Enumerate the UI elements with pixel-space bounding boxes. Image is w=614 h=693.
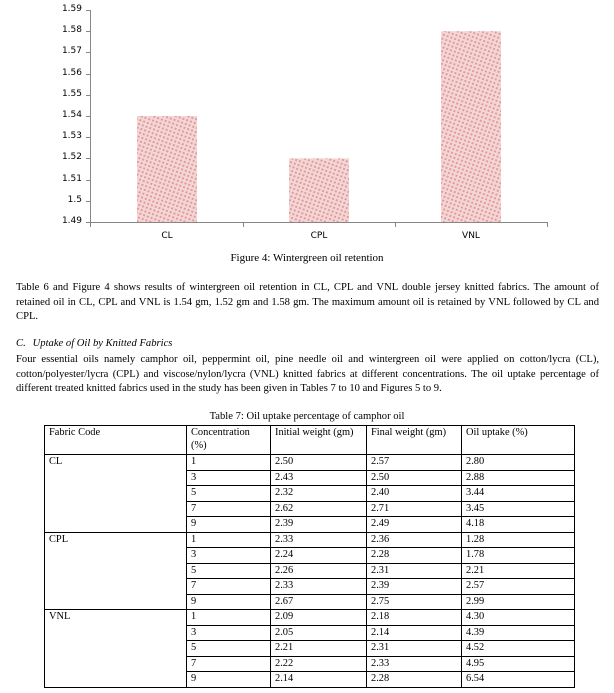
concentration-cell: 3 <box>187 470 271 486</box>
y-tick-label: 1.59 <box>61 4 82 14</box>
initial-weight-cell: 2.24 <box>271 548 367 564</box>
table-row <box>45 455 575 471</box>
final-weight-cell: 2.33 <box>367 656 462 672</box>
oil-uptake-cell: 6.54 <box>462 672 575 688</box>
y-tick-label: 1.57 <box>61 46 82 57</box>
concentration-cell: 1 <box>187 532 271 548</box>
oil-uptake-cell: 4.18 <box>462 517 575 533</box>
final-weight-cell: 2.28 <box>367 672 462 688</box>
table-row <box>45 610 575 626</box>
y-tick-label: 1.52 <box>61 152 82 163</box>
final-weight-cell: 2.31 <box>367 563 462 579</box>
fabric-code-cell: CPL <box>45 532 187 610</box>
oil-uptake-cell: 3.44 <box>462 486 575 502</box>
final-weight-cell: 2.75 <box>367 594 462 610</box>
y-tick-label: 1.56 <box>61 67 82 78</box>
oil-uptake-table <box>44 425 575 688</box>
initial-weight-cell: 2.62 <box>271 501 367 517</box>
table-header-row <box>45 426 575 455</box>
oil-uptake-cell: 1.28 <box>462 532 575 548</box>
fabric-code-cell: CL <box>45 455 187 533</box>
oil-uptake-cell: 2.80 <box>462 455 575 471</box>
oil-uptake-cell: 3.45 <box>462 501 575 517</box>
section-heading <box>16 338 172 349</box>
concentration-cell: 7 <box>187 656 271 672</box>
oil-uptake-cell: 2.57 <box>462 579 575 595</box>
table-caption: Table 7: Oil uptake percentage of camphor oil <box>209 411 405 422</box>
final-weight-cell: 2.57 <box>367 455 462 471</box>
y-tick-label: 1.49 <box>61 216 82 226</box>
initial-weight-cell: 2.33 <box>271 532 367 548</box>
oil-uptake-cell: 4.95 <box>462 656 575 672</box>
concentration-cell: 5 <box>187 486 271 502</box>
concentration-cell: 1 <box>187 610 271 626</box>
section-number: C. <box>16 338 26 349</box>
oil-uptake-cell: 4.39 <box>462 625 575 641</box>
bar-cl <box>137 116 197 222</box>
concentration-cell: 1 <box>187 455 271 471</box>
y-tick-label: 1.54 <box>61 110 82 120</box>
concentration-cell: 3 <box>187 625 271 641</box>
y-tick-label: 1.55 <box>61 88 82 99</box>
initial-weight-cell: 2.50 <box>271 455 367 471</box>
initial-weight-cell: 2.26 <box>271 563 367 579</box>
final-weight-cell: 2.39 <box>367 579 462 595</box>
header-initial-weight: Initial weight (gm) <box>271 426 367 455</box>
oil-uptake-cell: 4.52 <box>462 641 575 657</box>
initial-weight-cell: 2.39 <box>271 517 367 533</box>
x-tick-label: CPL <box>310 231 328 241</box>
concentration-cell: 9 <box>187 517 271 533</box>
section-title: Uptake of Oil by Knitted Fabrics <box>32 338 173 349</box>
paragraph-uptake: Four essential oils namely camphor oil, peppermint oil, pine needle oil and wintergreen oil were applied on cotton/lycra (CL), cotton/polyester/lycra (CPL) and viscose/nylon/lycra (VNL) knitted fabrics at different concentrations. The oil uptake percentage of different treated knitted fabrics used in the study has been given in Tables 7 to 10 and Figures 5 to 9. <box>16 354 599 395</box>
final-weight-cell: 2.49 <box>367 517 462 533</box>
final-weight-cell: 2.18 <box>367 610 462 626</box>
concentration-cell: 5 <box>187 563 271 579</box>
concentration-cell: 9 <box>187 594 271 610</box>
oil-uptake-cell: 2.88 <box>462 470 575 486</box>
initial-weight-cell: 2.09 <box>271 610 367 626</box>
oil-uptake-cell: 4.30 <box>462 610 575 626</box>
bar-vnl <box>441 31 501 222</box>
initial-weight-cell: 2.14 <box>271 672 367 688</box>
initial-weight-cell: 2.67 <box>271 594 367 610</box>
oil-uptake-cell: 2.21 <box>462 563 575 579</box>
chart-bars <box>137 31 501 222</box>
table-body <box>45 455 575 688</box>
concentration-cell: 5 <box>187 641 271 657</box>
x-tick-label: CL <box>161 231 173 241</box>
final-weight-cell: 2.14 <box>367 625 462 641</box>
concentration-cell: 9 <box>187 672 271 688</box>
y-tick-label: 1.53 <box>61 131 82 142</box>
final-weight-cell: 2.40 <box>367 486 462 502</box>
table-row <box>45 532 575 548</box>
final-weight-cell: 2.36 <box>367 532 462 548</box>
concentration-cell: 7 <box>187 579 271 595</box>
x-tick-label: VNL <box>462 231 480 241</box>
final-weight-cell: 2.50 <box>367 470 462 486</box>
initial-weight-cell: 2.21 <box>271 641 367 657</box>
initial-weight-cell: 2.22 <box>271 656 367 672</box>
y-tick-label: 1.51 <box>61 173 82 184</box>
header-oil-uptake: Oil uptake (%) <box>462 426 575 455</box>
bar-chart-wintergreen-oil-retention <box>0 0 614 245</box>
initial-weight-cell: 2.33 <box>271 579 367 595</box>
figure-caption: Figure 4: Wintergreen oil retention <box>230 252 384 264</box>
fabric-code-cell: VNL <box>45 610 187 688</box>
oil-uptake-cell: 1.78 <box>462 548 575 564</box>
initial-weight-cell: 2.43 <box>271 470 367 486</box>
y-axis-ticks <box>86 11 90 223</box>
header-concentration: Concentration (%) <box>187 426 271 455</box>
header-fabric-code: Fabric Code <box>45 426 187 455</box>
paragraph-results: Table 6 and Figure 4 shows results of wintergreen oil retention in CL, CPL and VNL double jersey knitted fabrics. The amount of retained oil in CL, CPL and VNL is 1.54 gm, 1.52 gm and 1.58 gm. The maximum amount oil is retained by VNL followed by CL and CPL. <box>16 282 599 323</box>
final-weight-cell: 2.71 <box>367 501 462 517</box>
initial-weight-cell: 2.32 <box>271 486 367 502</box>
initial-weight-cell: 2.05 <box>271 625 367 641</box>
oil-uptake-cell: 2.99 <box>462 594 575 610</box>
concentration-cell: 7 <box>187 501 271 517</box>
final-weight-cell: 2.28 <box>367 548 462 564</box>
final-weight-cell: 2.31 <box>367 641 462 657</box>
header-final-weight: Final weight (gm) <box>367 426 462 455</box>
y-tick-label: 1.5 <box>67 194 82 205</box>
concentration-cell: 3 <box>187 548 271 564</box>
chart-canvas <box>0 0 614 245</box>
y-tick-label: 1.58 <box>61 25 82 36</box>
bar-cpl <box>289 158 349 222</box>
